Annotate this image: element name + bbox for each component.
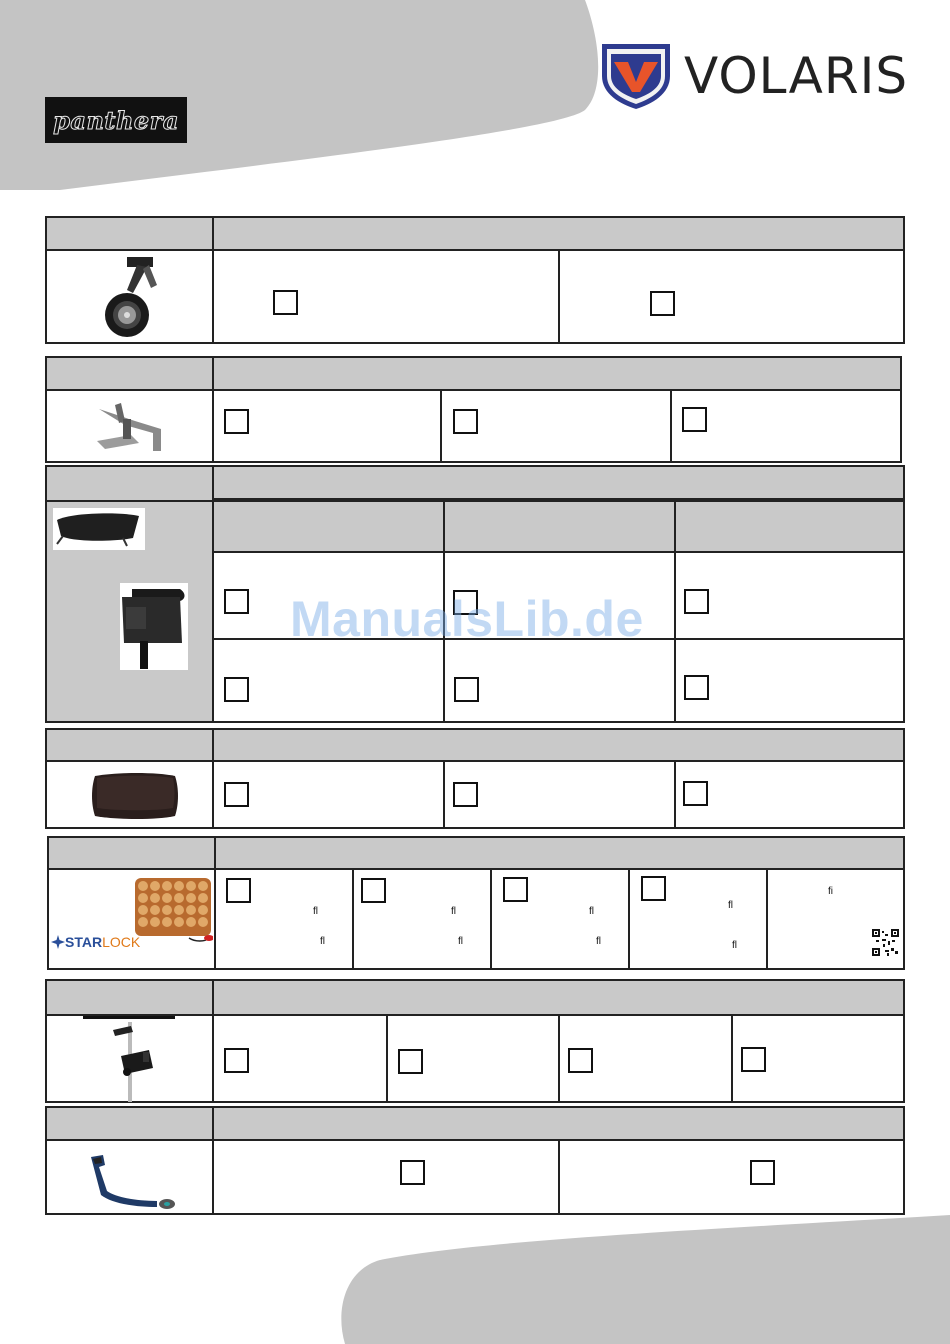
section-5-option-4[interactable] <box>628 868 768 970</box>
checkbox[interactable] <box>684 675 709 700</box>
ligature-text: fl <box>589 906 594 917</box>
ligature-text: fl <box>732 940 737 951</box>
section-3-row2-option-1[interactable] <box>212 638 445 723</box>
section-1-option-2[interactable] <box>558 249 905 344</box>
section-2-option-2[interactable] <box>440 389 672 463</box>
section-7-option-1[interactable] <box>212 1139 560 1215</box>
section-4-image-cell <box>45 760 214 829</box>
checkbox[interactable] <box>224 409 249 434</box>
section-4-header-right <box>212 728 905 762</box>
checkbox[interactable] <box>684 589 709 614</box>
checkbox[interactable] <box>454 677 479 702</box>
section-3-subheader-2 <box>443 500 676 553</box>
section-4-option-2[interactable] <box>443 760 676 829</box>
background-bottom-shape <box>0 1200 950 1344</box>
section-7-header-left <box>45 1106 214 1141</box>
section-7-option-2[interactable] <box>558 1139 905 1215</box>
section-2-option-3[interactable] <box>670 389 902 463</box>
ligature-text: fi <box>828 886 833 897</box>
starlock-star-text: STAR <box>65 934 103 950</box>
ligature-text: fl <box>728 900 733 911</box>
checkbox[interactable] <box>361 878 386 903</box>
section-6-header-left <box>45 979 214 1016</box>
checkbox[interactable] <box>683 781 708 806</box>
armrest-side-image <box>120 583 188 670</box>
section-4-header-left <box>45 728 214 762</box>
volaris-logo <box>600 42 908 110</box>
section-5-option-2[interactable] <box>352 868 492 970</box>
section-3-header-left <box>45 465 214 502</box>
checkbox[interactable] <box>273 290 298 315</box>
section-4-option-3[interactable] <box>674 760 905 829</box>
section-6-option-4[interactable] <box>731 1014 905 1103</box>
section-4-option-1[interactable] <box>212 760 445 829</box>
starlock-logo <box>51 934 140 950</box>
section-2-option-1[interactable] <box>212 389 442 463</box>
armrest-side-icon <box>120 583 188 670</box>
checkbox[interactable] <box>741 1047 766 1072</box>
seat-cushion-icon <box>87 768 182 824</box>
brake-lever-icon <box>85 1151 185 1211</box>
cane-holder-icon <box>83 1016 183 1104</box>
section-1-image-cell <box>45 249 214 344</box>
checkbox[interactable] <box>398 1049 423 1074</box>
ligature-text: fl <box>451 906 456 917</box>
section-6-option-2[interactable] <box>386 1014 560 1103</box>
section-6-option-3[interactable] <box>558 1014 733 1103</box>
qr-code-icon[interactable] <box>872 929 899 956</box>
section-3-row2-option-3[interactable] <box>674 638 905 723</box>
checkbox[interactable] <box>650 291 675 316</box>
section-6-header-right <box>212 979 905 1016</box>
section-3-row1-option-3[interactable] <box>674 551 905 640</box>
section-5-header-right <box>214 836 905 870</box>
starlock-star-icon <box>51 935 65 949</box>
section-3-row2-option-2[interactable] <box>443 638 676 723</box>
starlock-lock-text: LOCK <box>102 934 141 950</box>
section-5-image-cell <box>47 868 216 970</box>
panthera-logo-text: panthera <box>53 105 179 135</box>
section-1-header-left <box>45 216 214 251</box>
volaris-shield-icon <box>600 42 672 110</box>
ligature-text: fl <box>313 906 318 917</box>
section-3-image-cell <box>45 500 214 723</box>
checkbox[interactable] <box>682 407 707 432</box>
armrest-pad-image <box>53 508 145 550</box>
section-5-info-cell <box>766 868 905 970</box>
checkbox[interactable] <box>641 876 666 901</box>
panthera-logo <box>45 97 187 143</box>
section-3-subheader-1 <box>212 500 445 553</box>
ligature-text: fl <box>458 936 463 947</box>
caster-wheel-icon <box>97 255 187 340</box>
section-7-image-cell <box>45 1139 214 1215</box>
section-5-option-1[interactable] <box>214 868 354 970</box>
clamp-bracket-icon <box>95 399 165 459</box>
section-6-option-1[interactable] <box>212 1014 388 1103</box>
section-2-image-cell <box>45 389 214 463</box>
section-1-option-1[interactable] <box>212 249 560 344</box>
checkbox[interactable] <box>224 589 249 614</box>
section-2-header-left <box>45 356 214 391</box>
checkbox[interactable] <box>224 782 249 807</box>
section-3-header-right <box>212 465 905 502</box>
ligature-text: fl <box>596 936 601 947</box>
checkbox[interactable] <box>453 782 478 807</box>
section-7-header-right <box>212 1106 905 1141</box>
section-5-header-left <box>47 836 216 870</box>
volaris-logo-text: VOLARIS <box>684 47 909 105</box>
ligature-text: fl <box>320 936 325 947</box>
checkbox[interactable] <box>568 1048 593 1073</box>
armrest-pad-icon <box>53 508 145 550</box>
watermark-text: ManualsLib.de <box>290 591 644 647</box>
checkbox[interactable] <box>400 1160 425 1185</box>
checkbox[interactable] <box>226 878 251 903</box>
section-1-header-right <box>212 216 905 251</box>
air-cushion-icon <box>129 876 213 942</box>
section-5-option-3[interactable] <box>490 868 630 970</box>
checkbox[interactable] <box>453 409 478 434</box>
section-2-header-right <box>212 356 902 391</box>
checkbox[interactable] <box>224 677 249 702</box>
section-3-subheader-3 <box>674 500 905 553</box>
section-6-image-cell <box>45 1014 214 1103</box>
checkbox[interactable] <box>750 1160 775 1185</box>
checkbox[interactable] <box>503 877 528 902</box>
checkbox[interactable] <box>224 1048 249 1073</box>
